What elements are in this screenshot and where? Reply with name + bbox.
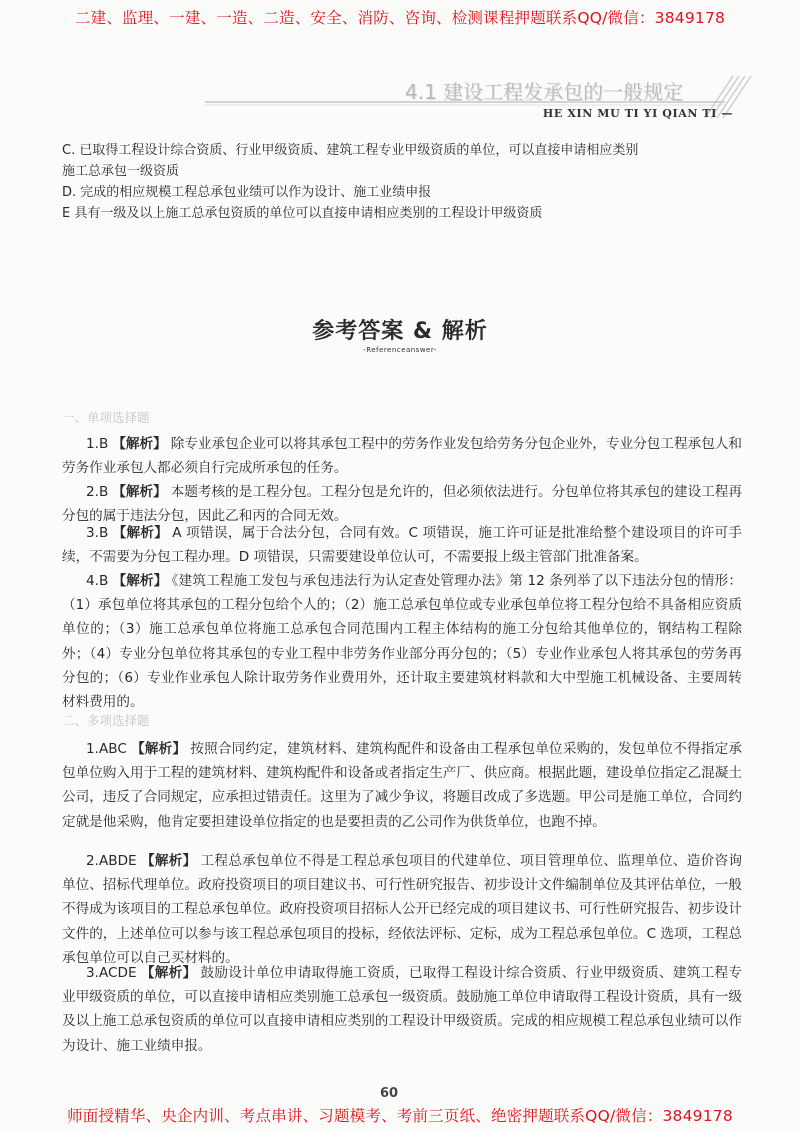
answer-number: 2.B bbox=[86, 484, 109, 500]
analysis-tag: 【解析】 bbox=[112, 525, 169, 541]
answer-m3 bbox=[62, 961, 742, 1058]
answers-heading: 参考答案 & 解析 bbox=[312, 319, 488, 344]
page-number: 60 bbox=[380, 1086, 399, 1101]
analysis-tag: 【解析】 bbox=[112, 573, 168, 589]
answer-text: 工程总承包单位不得是工程总承包项目的代建单位、项目管理单位、监理单位、造价咨询单位、招标代理单位。政府投资项目的项目建议书、可行性研究报告、初步设计文件编制单位及其评估单位，一般不得成为该项目的工程总承包单位。政府投资项目招标人公开已经完成的项目建议书、可行性研究报告、初步设计文件的，上述单位可以参与该工程总承包项目的投标，经依法评标、定标，成为工程总承包单位。C 选项，工程总承包单位可以自己买材料的。 bbox=[62, 853, 743, 966]
answer-number: 4.B bbox=[86, 573, 109, 589]
analysis-tag: 【解析】 bbox=[112, 436, 167, 452]
top-promo-banner: 二建、监理、一建、一造、二造、安全、消防、咨询、检测课程押题联系QQ/微信：3849178 bbox=[74, 9, 726, 27]
analysis-tag: 【解析】 bbox=[112, 484, 167, 500]
answer-4 bbox=[62, 569, 742, 714]
answer-number: 2.ABDE bbox=[86, 853, 137, 869]
analysis-tag: 【解析】 bbox=[140, 853, 197, 869]
answers-subheading: -Referenceanswer- bbox=[363, 346, 437, 354]
option-d: D. 完成的相应规模工程总承包业绩可以作为设计、施工业绩申报 bbox=[62, 185, 432, 200]
section-multiple-choice: 二、多项选择题 bbox=[62, 713, 150, 728]
analysis-tag: 【解析】 bbox=[130, 741, 187, 757]
section-single-choice: 一、单项选择题 bbox=[62, 410, 150, 425]
answer-text: 除专业承包企业可以将其承包工程中的劳务作业发包给劳务分包企业外，专业分包工程承包人和劳务作业承包人都必须自行完成所承包的任务。 bbox=[62, 436, 743, 477]
answer-text: 鼓励设计单位申请取得施工资质，已取得工程设计综合资质、行业甲级资质、建筑工程专业甲级资质的单位，可以直接申请相应类别施工总承包一级资质。鼓励施工单位申请取得工程设计资质，具有一级及以上施工总承包资质的单位可以直接申请相应类别的工程设计甲级资质。完成的相应规模工程总承包业绩可以作为设计、施工业绩申报。 bbox=[62, 965, 742, 1054]
option-c-continued: 施工总承包一级资质 bbox=[62, 164, 180, 179]
answer-text: 本题考核的是工程分包。工程分包是允许的，但必须依法进行。分包单位将其承包的建设工程再分包的属于违法分包，因此乙和丙的合同无效。 bbox=[62, 484, 743, 525]
answer-number: 3.B bbox=[86, 525, 109, 541]
answer-number: 1.B bbox=[86, 436, 109, 452]
analysis-tag: 【解析】 bbox=[140, 965, 197, 981]
question-options bbox=[62, 140, 752, 224]
answer-text: 按照合同约定，建筑材料、建筑构配件和设备由工程承包单位采购的，发包单位不得指定承包单位购入用于工程的建筑材料、建筑构配件和设备或者指定生产厂、供应商。根据此题，建设单位指定乙混凝土公司，违反了合同规定，应承担过错责任。这里为了减少争议，将题目改成了多选题。甲公司是施工单位，合同约定就是他采购，他肯定要担建设单位指定的也是要担责的乙公司作为供货单位，也跑不掉。 bbox=[62, 741, 743, 830]
answer-text: 《建筑工程施工发包与承包违法行为认定查处管理办法》第 12 条列举了以下违法分包的情形：（1）承包单位将其承包的工程分包给个人的；（2）施工总承包单位或专业承包单位将工程分包给不具备相应资质单位的；（3）施工总承包单位将施工总承包合同范围内工程主体结构的施工分包给其他单位的，钢结构工程除外；（4）专业分包单位将其承包的专业工程中非劳务作业部分再分包的；（5）专业作业承包人将其承包的劳务再分包的；（6）专业作业承包人除计取劳务作业费用外，还计取主要建筑材料款和大中型施工机械设备、主要周转材料费用的。 bbox=[62, 573, 743, 711]
chapter-title: 4.1 建设工程发承包的一般规定 bbox=[405, 80, 684, 104]
answer-number: 1.ABC bbox=[86, 741, 127, 757]
answer-m2 bbox=[62, 849, 742, 970]
chapter-pinyin: HE XIN MU TI YI QIAN TI — bbox=[542, 107, 733, 120]
answer-text: A 项错误，属于合法分包，合同有效。C 项错误，施工许可证是批准给整个建设项目的许可手续，不需要为分包工程办理。D 项错误，只需要建设单位认可，不需要报上级主管部门批准备案。 bbox=[62, 525, 742, 566]
answer-number: 3.ACDE bbox=[86, 965, 137, 981]
option-e: E 具有一级及以上施工总承包资质的单位可以直接申请相应类别的工程设计甲级资质 bbox=[62, 206, 543, 221]
answer-3 bbox=[62, 521, 742, 569]
bottom-promo-banner: 师面授精华、央企内训、考点串讲、习题模考、考前三页纸、绝密押题联系QQ/微信：3849178 bbox=[67, 1107, 733, 1125]
option-c: C. 已取得工程设计综合资质、行业甲级资质、建筑工程专业甲级资质的单位，可以直接申请相应类别 bbox=[62, 143, 639, 158]
answer-m1 bbox=[62, 737, 742, 834]
chapter-header bbox=[205, 74, 753, 120]
answer-1 bbox=[62, 432, 742, 480]
